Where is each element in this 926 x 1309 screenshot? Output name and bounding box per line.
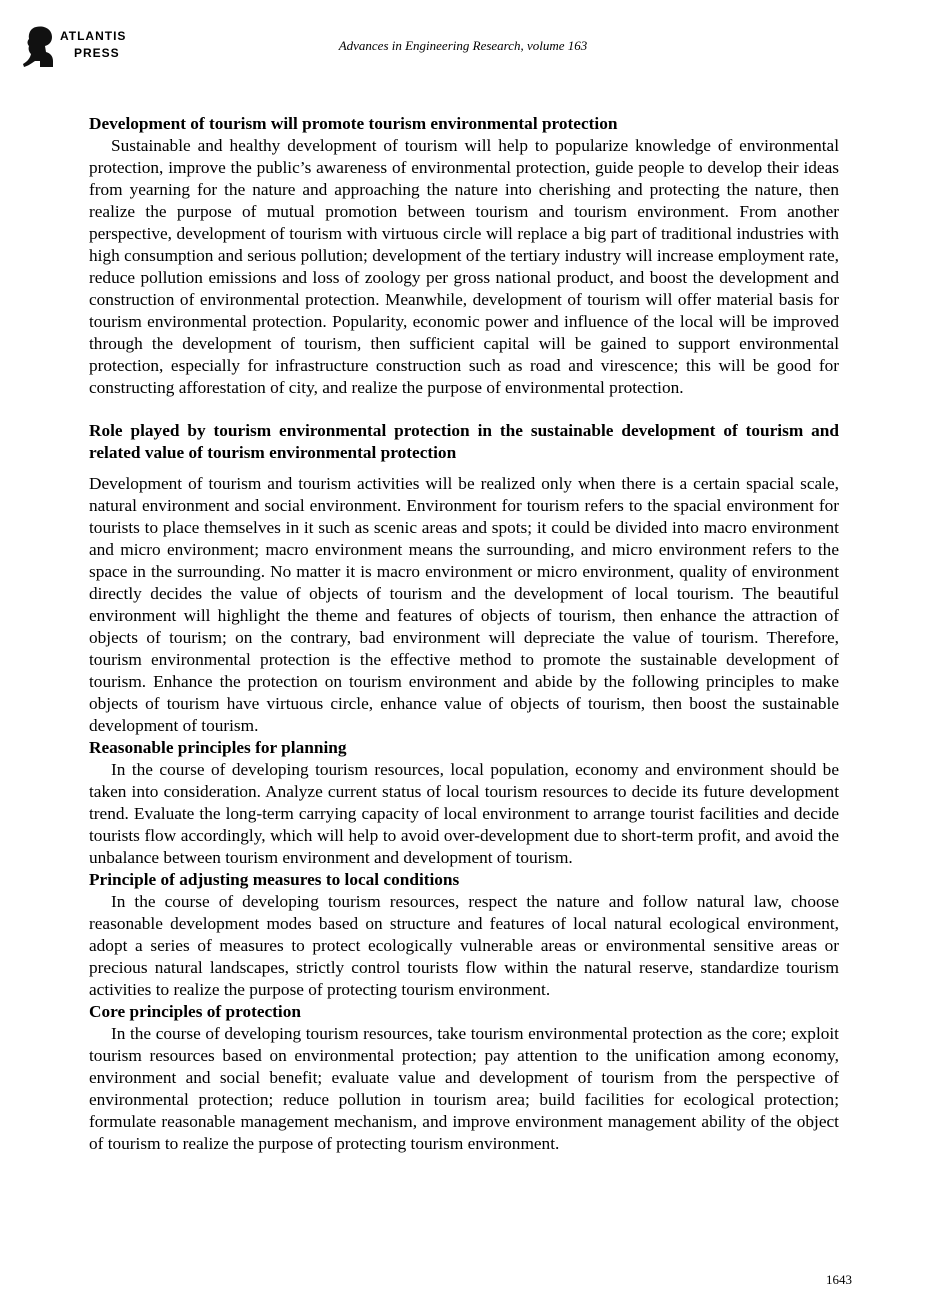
article-body xyxy=(89,113,839,1155)
section-heading-role: Role played by tourism environmental protection in the sustainable development of tourism and related value of tourism environmental protection xyxy=(89,421,839,462)
logo-line1: ATLANTIS xyxy=(60,29,127,43)
logo-line2: PRESS xyxy=(74,46,120,60)
section-heading-development: Development of tourism will promote tourism environmental protection xyxy=(89,114,618,133)
section-heading-local-conditions: Principle of adjusting measures to local conditions xyxy=(89,870,460,889)
section-heading-planning: Reasonable principles for planning xyxy=(89,738,347,757)
section-heading-protection: Core principles of protection xyxy=(89,1002,301,1021)
page-number: 1643 xyxy=(826,1272,852,1287)
paragraph-development: Sustainable and healthy development of tourism will help to popularize knowledge of environmental protection, improve the public’s awareness of environmental protection, guide people to develop their ideas from yearning for the nature and approaching the nature into cherishing and protecting the nature, then realize the purpose of mutual promotion between tourism and tourism environment. From another perspective, development of tourism with virtuous circle will replace a big part of traditional industries with high consumption and serious pollution; development of the tertiary industry will increase employment rate, reduce pollution emissions and loss of zoology per gross national product, and boost the development and construction of environmental protection. Meanwhile, development of tourism will offer material basis for tourism environmental protection. Popularity, economic power and influence of the local will be improved through the development of tourism, then sufficient capital will be gained to support environmental protection, especially for infrastructure construction such as road and virescence; this will be good for constructing afforestation of city, and realize the purpose of environmental protection. xyxy=(89,136,839,397)
running-head: Advances in Engineering Research, volume 163 xyxy=(338,38,588,53)
paragraph-protection: In the course of developing tourism resources, take tourism environmental protection as the core; exploit tourism resources based on environmental protection; pay attention to the unification among economy, environment and social benefit; evaluate value and development of tourism from the perspective of environmental protection; reduce pollution in tourism area; build facilities for ecological protection; formulate reasonable management mechanism, and improve environment management ability of the object of tourism to realize the purpose of protecting tourism environment. xyxy=(89,1024,839,1153)
paragraph-planning: In the course of developing tourism resources, local population, economy and environment should be taken into consideration. Analyze current status of local tourism resources to decide its future development trend. Evaluate the long-term carrying capacity of local environment to arrange tourist facilities and decide tourists flow accordingly, which will help to avoid over-development due to short-term profit, and avoid the unbalance between tourism environment and development of tourism. xyxy=(89,760,839,867)
paragraph-role: Development of tourism and tourism activities will be realized only when there is a certain spacial scale, natural environment and social environment. Environment for tourism refers to the spacial environment for tourists to place themselves in it such as scenic areas and spots; it could be divided into macro environment and micro environment; macro environment means the surrounding, and micro environment refers to the space in the surrounding. No matter it is macro environment or micro environment, quality of environment directly decides the value of objects of tourism and the development of local tourism. The beautiful environment will highlight the theme and features of objects of tourism, then enhance the attraction of objects of tourism; on the contrary, bad environment will depreciate the value of tourism. Therefore, tourism environmental protection is the effective method to promote the sustainable development of tourism. Enhance the protection on tourism environment and abide by the following principles to make objects of tourism have virtuous circle, enhance value of objects of tourism, then boost the sustainable development of tourism. xyxy=(89,474,839,735)
paragraph-local-conditions: In the course of developing tourism resources, respect the nature and follow natural law, choose reasonable development modes based on structure and features of local natural ecological environment, adopt a series of measures to protect ecologically vulnerable areas or environmental sensitive areas or precious natural landscapes, strictly control tourists flow within the natural reserve, standardize tourism activities to realize the purpose of protecting tourism environment. xyxy=(89,892,839,999)
